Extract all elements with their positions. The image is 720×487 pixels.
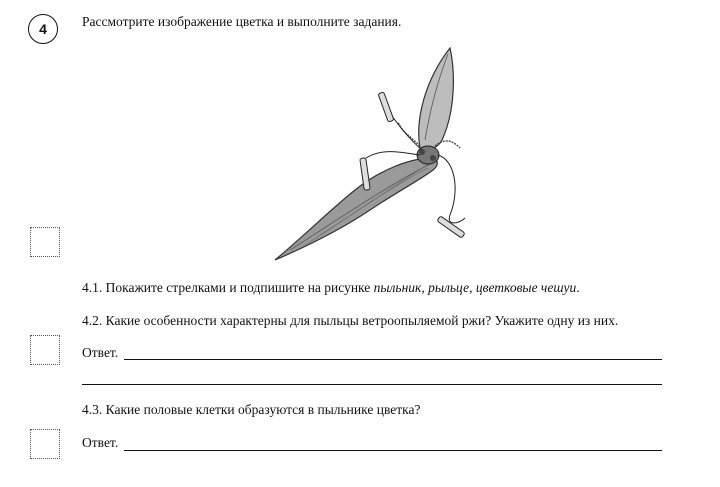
answer-label-4-2: Ответ.: [82, 345, 119, 360]
question-4-1: [82, 280, 580, 296]
question-4-1-terms: пыльник, рыльце, цветковые чешуи: [373, 280, 577, 295]
task-number: 4: [39, 21, 47, 37]
score-box-4-1[interactable]: [30, 227, 60, 257]
anther-right: [437, 216, 465, 238]
score-box-4-3[interactable]: [30, 429, 60, 459]
task-intro: Рассмотрите изображение цветка и выполните задания.: [82, 14, 402, 29]
question-4-1-text: 4.1. Покажите стрелками и подпишите на рисунке: [82, 280, 374, 295]
question-4-3: 4.3. Какие половые клетки образуются в пыльнике цветка?: [82, 402, 421, 417]
answer-label-4-3: Ответ.: [82, 435, 119, 450]
score-box-4-2[interactable]: [30, 335, 60, 365]
question-4-1-suffix: .: [576, 280, 580, 295]
anther-top: [378, 92, 394, 122]
task-number-badge: [28, 14, 58, 44]
question-4-2: 4.2. Какие особенности характерны для пыльцы ветроопыляемой ржи? Укажите одну из них.: [82, 313, 619, 328]
rye-flower-icon: [270, 40, 490, 265]
upper-glume-shape: [419, 48, 454, 150]
answer-line-4-2-b[interactable]: [82, 384, 662, 385]
answer-line-4-2-a[interactable]: [124, 359, 662, 360]
answer-line-4-3[interactable]: [124, 450, 662, 451]
